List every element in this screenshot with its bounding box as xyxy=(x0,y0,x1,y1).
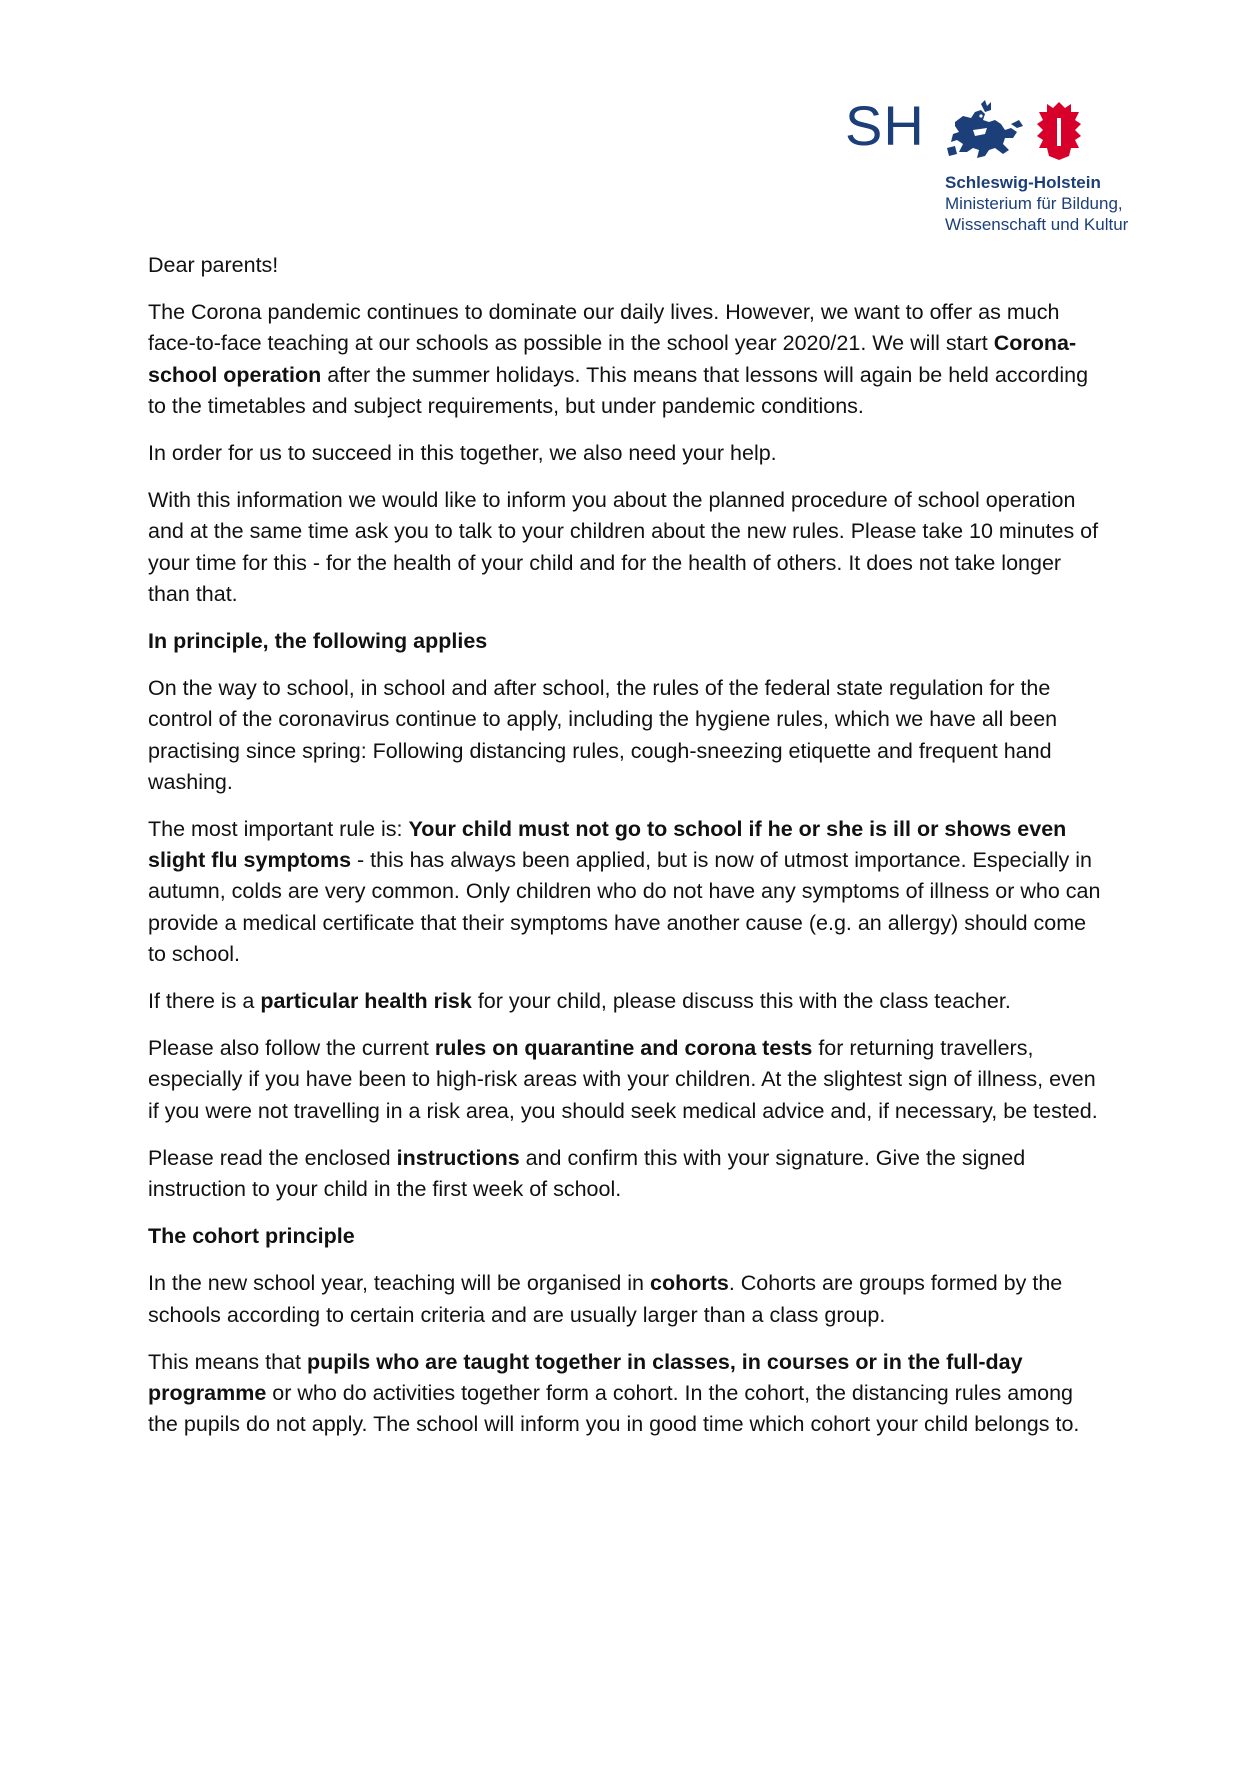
emphasis-text: instructions xyxy=(396,1145,520,1170)
paragraph-text: for returning travellers, especially if you have been to high-risk areas with your children. At the slightest sign of illness, even if you were not travelling in a risk area, you should seek medical advice and, if necessary, be tested. xyxy=(148,1036,1098,1123)
paragraph-text: In the new school year, teaching will be organised in xyxy=(148,1271,650,1296)
greeting: Dear parents! xyxy=(148,253,279,277)
paragraph-text: Please also follow the current xyxy=(148,1036,435,1061)
emphasis-text: Corona-school operation xyxy=(148,331,1077,387)
paragraph-text: Please read the enclosed xyxy=(148,1145,397,1170)
paragraph-cohorts xyxy=(148,1268,1108,1330)
paragraph-most-important-rule xyxy=(148,814,1108,970)
paragraph-text: The most important rule is: xyxy=(148,817,409,842)
emphasis-text: particular health risk xyxy=(260,989,472,1014)
paragraph-text: after the summer holidays. This means that lessons will again be held according to the timetables and subject requirements, but under pandemic conditions. xyxy=(148,362,1089,418)
paragraph-text: If there is a xyxy=(148,989,261,1014)
paragraph-text: . Cohorts are groups formed by the schools according to certain criteria and are usually larger than a class group. xyxy=(148,1271,1063,1327)
paragraph-text: - this has always been applied, but is now of utmost importance. Especially in autumn, colds are very common. Only children who do not have any symptoms of illness or who can provide a medical certificate that their symptoms have another cause (e.g. an allergy) should come to school. xyxy=(148,848,1101,966)
emphasis-text: rules on quarantine and corona tests xyxy=(434,1036,813,1061)
paragraph-text: This means that xyxy=(148,1349,307,1374)
letter-body xyxy=(148,250,1108,1457)
paragraph-intro xyxy=(148,297,1108,422)
paragraph-help: In order for us to succeed in this together, we also need your help. xyxy=(148,441,777,466)
paragraph-rules: On the way to school, in school and after school, the rules of the federal state regulation for the control of the coronavirus continue to apply, including the hygiene rules, which we have all been practising since spring: Following distancing rules, cough-sneezing etiquette and frequent hand washing. xyxy=(148,676,1058,794)
paragraph-information: With this information we would like to inform you about the planned procedure of school operation and at the same time ask you to talk to your children about the new rules. Please take 10 minutes of your time for this - for the health of your child and for the health of others. It does not take longer than that. xyxy=(148,488,1099,606)
paragraph-text: for your child, please discuss this with the class teacher. xyxy=(471,989,1011,1014)
ministry-line-1: Ministerium für Bildung, xyxy=(945,194,1123,213)
paragraph-text: and confirm this with your signature. Give the signed instruction to your child in the first week of school. xyxy=(148,1145,1026,1202)
paragraph-health-risk xyxy=(148,986,1108,1017)
emphasis-text: Your child must not go to school if he or she is ill or shows even slight flu symptoms xyxy=(148,817,1067,873)
paragraph-text: The Corona pandemic continues to dominate our daily lives. However, we want to offer as much face-to-face teaching at our schools as possible in the school year 2020/21. We will start xyxy=(148,300,1060,356)
sh-logo-text: SH xyxy=(845,94,925,157)
paragraph-quarantine xyxy=(148,1033,1108,1127)
lion-icon xyxy=(945,100,1025,162)
heading-cohort-principle: The cohort principle xyxy=(148,1224,355,1249)
emphasis-text: pupils who are taught together in classes, in courses or in the full-day programme xyxy=(148,1349,1023,1406)
ministry-name xyxy=(945,172,1155,235)
paragraph-text: or who do activities together form a cohort. In the cohort, the distancing rules among the pupils do not apply. The school will inform you in good time which cohort your child belongs to. xyxy=(148,1381,1080,1437)
emphasis-text: cohorts xyxy=(649,1271,729,1296)
letterhead xyxy=(845,94,1145,248)
paragraph-instructions xyxy=(148,1143,1108,1205)
state-name: Schleswig-Holstein xyxy=(945,173,1101,192)
nettle-leaf-icon xyxy=(1035,100,1083,162)
heading-principle: In principle, the following applies xyxy=(148,629,488,654)
paragraph-cohort-members xyxy=(148,1347,1108,1441)
ministry-line-2: Wissenschaft und Kultur xyxy=(945,215,1129,234)
